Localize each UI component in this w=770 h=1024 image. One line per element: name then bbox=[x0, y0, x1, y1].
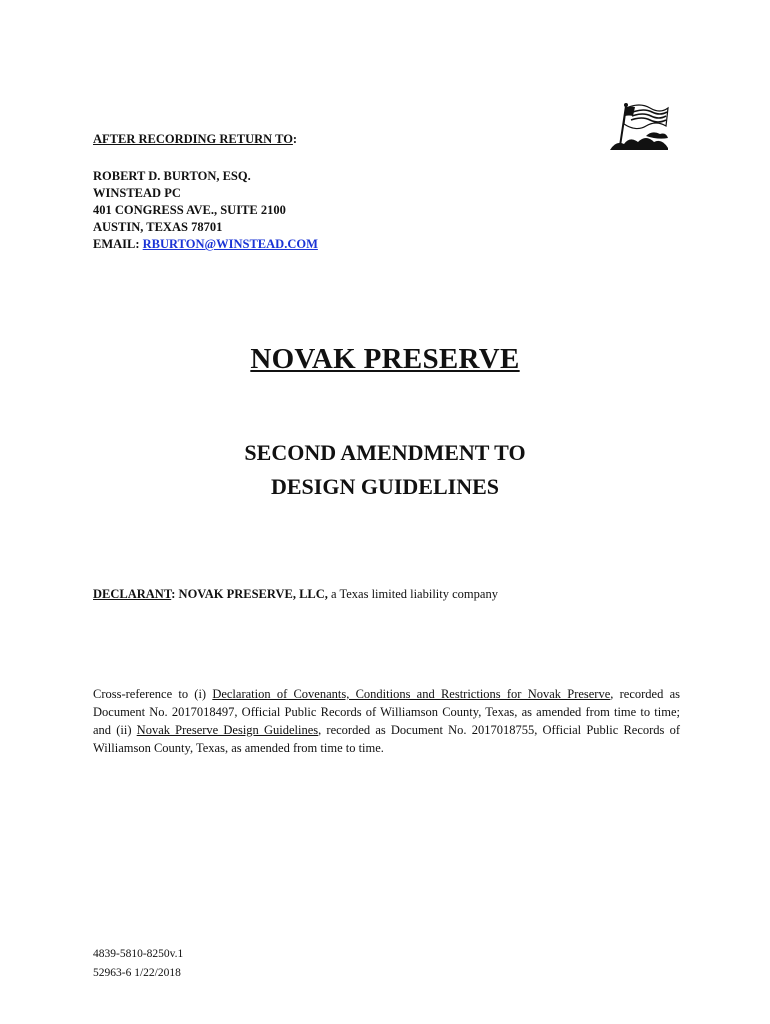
address-line: AUSTIN, TEXAS 78701 bbox=[93, 220, 223, 234]
declarant-colon: : bbox=[171, 587, 176, 601]
footer-doc-id: 4839-5810-8250v.1 bbox=[93, 948, 184, 960]
address-line: ROBERT D. BURTON, ESQ. bbox=[93, 169, 251, 183]
return-to-heading bbox=[93, 131, 297, 147]
declarant-line bbox=[93, 587, 498, 602]
xref-guidelines-link: Novak Preserve Design Guidelines bbox=[136, 723, 319, 737]
declarant-label: DECLARANT bbox=[93, 587, 172, 601]
xref-declaration-link: Declaration of Covenants, Conditions and Restrictions for Novak Preserve bbox=[212, 687, 611, 701]
return-address-block bbox=[93, 168, 318, 253]
xref-text: , recorded as Document No. 2017018497, Official Public Records of Williamson County, Texas, as amended from time to time; and (ii) bbox=[93, 687, 680, 737]
footer-ref: 52963-6 1/22/2018 bbox=[93, 967, 181, 979]
american-flag-icon bbox=[606, 100, 672, 152]
footer bbox=[93, 945, 183, 983]
cross-reference-paragraph bbox=[93, 685, 680, 757]
address-line: WINSTEAD PC bbox=[93, 186, 181, 200]
document-title: NOVAK PRESERVE bbox=[250, 343, 520, 375]
email-link[interactable]: RBURTON@WINSTEAD.COM bbox=[142, 237, 318, 251]
address-line: 401 CONGRESS AVE., SUITE 2100 bbox=[93, 203, 286, 217]
xref-text: Cross-reference to (i) bbox=[93, 687, 213, 701]
email-label: EMAIL: bbox=[93, 237, 143, 251]
document-subtitle bbox=[0, 436, 770, 504]
return-to-colon: : bbox=[292, 132, 298, 146]
return-to-label: AFTER RECORDING RETURN TO bbox=[93, 132, 293, 146]
subtitle-line: DESIGN GUIDELINES bbox=[270, 474, 499, 499]
xref-text: , recorded as Document No. 2017018755, Official Public Records of Williamson County, Texas, as amended from time to time. bbox=[93, 723, 680, 755]
declarant-name: NOVAK PRESERVE, LLC, bbox=[175, 587, 328, 601]
email-line bbox=[93, 236, 318, 253]
subtitle-line: SECOND AMENDMENT TO bbox=[244, 440, 526, 465]
declarant-description: a Texas limited liability company bbox=[327, 587, 498, 601]
